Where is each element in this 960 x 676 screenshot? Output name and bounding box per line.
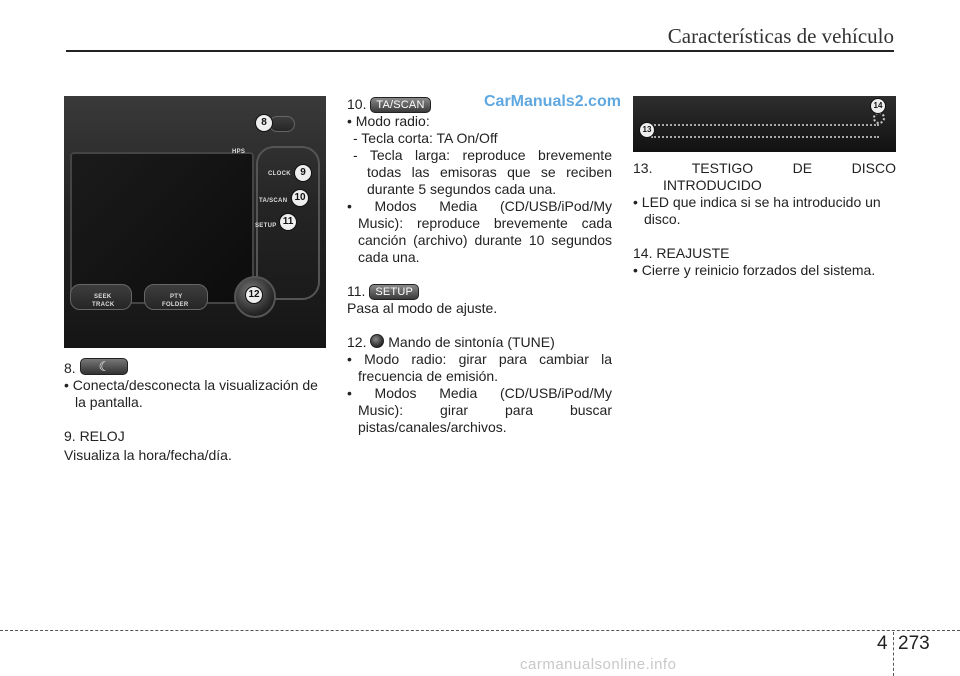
long-press-text-1: - Tecla larga: reproduce brevemente xyxy=(353,147,612,163)
display-off-button-icon: ☾ xyxy=(80,358,128,375)
item-13-title-cont: INTRODUCIDO xyxy=(663,177,762,193)
led-bullet-1: • LED que indica si se ha introducido un xyxy=(633,194,881,210)
media-turn-text-1: • Modos Media (CD/USB/iPod/My xyxy=(347,385,612,401)
media-mode-text-4: cada una. xyxy=(358,249,420,265)
seek-label: SEEK xyxy=(94,294,112,300)
item-9-text: Visualiza la hora/fecha/día. xyxy=(64,447,232,463)
watermark: CarManuals2.com xyxy=(484,93,621,110)
long-press-text-2: todas las emisoras que se reciben xyxy=(367,164,612,180)
item-11-number: 11. xyxy=(347,283,366,299)
disc-slot xyxy=(651,124,879,138)
media-mode-text-2: Music): reproduce brevemente cada xyxy=(358,215,612,231)
media-mode-text-1: • Modos Media (CD/USB/iPod/My xyxy=(347,198,612,214)
page-number: 273 xyxy=(898,633,930,654)
display-screen xyxy=(70,152,254,304)
media-turn-text-2: Music): girar para buscar xyxy=(358,402,612,418)
item-8-number: 8. xyxy=(64,360,76,376)
tascan-button-icon: TA/SCAN xyxy=(370,97,430,113)
radio-turn-text-1: • Modo radio: girar para cambiar la xyxy=(347,351,612,367)
disc-slot-photo xyxy=(633,96,896,152)
header-rule xyxy=(66,50,894,52)
long-press-text-3: durante 5 segundos cada una. xyxy=(367,181,557,197)
media-turn-text-3: pistas/canales/archivos. xyxy=(358,419,507,435)
footer-site-watermark: carmanualsonline.info xyxy=(520,656,677,673)
chapter-number: 4 xyxy=(877,633,888,654)
led-bullet-2: disco. xyxy=(644,211,681,227)
tascan-label: TA/SCAN xyxy=(259,198,288,204)
item-11-heading xyxy=(347,283,612,300)
item-14-title: 14. REAJUSTE xyxy=(633,245,730,261)
item-10-heading xyxy=(347,96,612,113)
callout-12: 12 xyxy=(245,286,263,304)
item-9-title: 9. RELOJ xyxy=(64,428,125,444)
setup-button-icon: SETUP xyxy=(369,284,419,300)
item-12-number: 12. xyxy=(347,334,367,350)
column-1 xyxy=(64,96,326,464)
page-header-title: Características de vehículo xyxy=(667,24,894,48)
short-press-text: - Tecla corta: TA On/Off xyxy=(353,130,498,146)
item-13-title: 13. TESTIGO DE DISCO xyxy=(633,160,896,176)
item-8-bullet-cont: la pantalla. xyxy=(75,394,143,410)
callout-10: 10 xyxy=(291,189,309,207)
page-number-separator xyxy=(893,632,894,676)
folder-label: FOLDER xyxy=(162,302,189,308)
item-12-label: Mando de sintonía (TUNE) xyxy=(388,334,555,350)
radio-panel-photo xyxy=(64,96,326,348)
item-11-text: Pasa al modo de ajuste. xyxy=(347,300,498,316)
callout-9: 9 xyxy=(294,164,312,182)
item-14-text: • Cierre y reinicio forzados del sistema. xyxy=(633,262,876,278)
radio-mode-bullet: • Modo radio: xyxy=(347,113,430,129)
media-mode-text-3: canción (archivo) durante 10 segundos xyxy=(358,232,612,248)
track-label: TRACK xyxy=(92,302,115,308)
setup-label: SETUP xyxy=(255,223,277,229)
column-2 xyxy=(347,96,612,436)
radio-turn-text-2: frecuencia de emisión. xyxy=(358,368,499,384)
footer-rule xyxy=(0,630,960,631)
column-3 xyxy=(633,96,896,279)
callout-8: 8 xyxy=(255,114,273,132)
pty-label: PTY xyxy=(170,294,183,300)
callout-14: 14 xyxy=(870,98,886,114)
item-8-bullet: • Conecta/desconecta la visualización de xyxy=(64,377,318,393)
item-10-number: 10. xyxy=(347,96,367,112)
tune-knob-icon xyxy=(370,334,384,348)
item-8-heading xyxy=(64,358,326,377)
clock-label: CLOCK xyxy=(268,171,291,177)
item-12-heading xyxy=(347,334,612,351)
hps-label: HPS xyxy=(232,149,246,155)
callout-11: 11 xyxy=(279,213,297,231)
callout-13: 13 xyxy=(639,122,655,138)
